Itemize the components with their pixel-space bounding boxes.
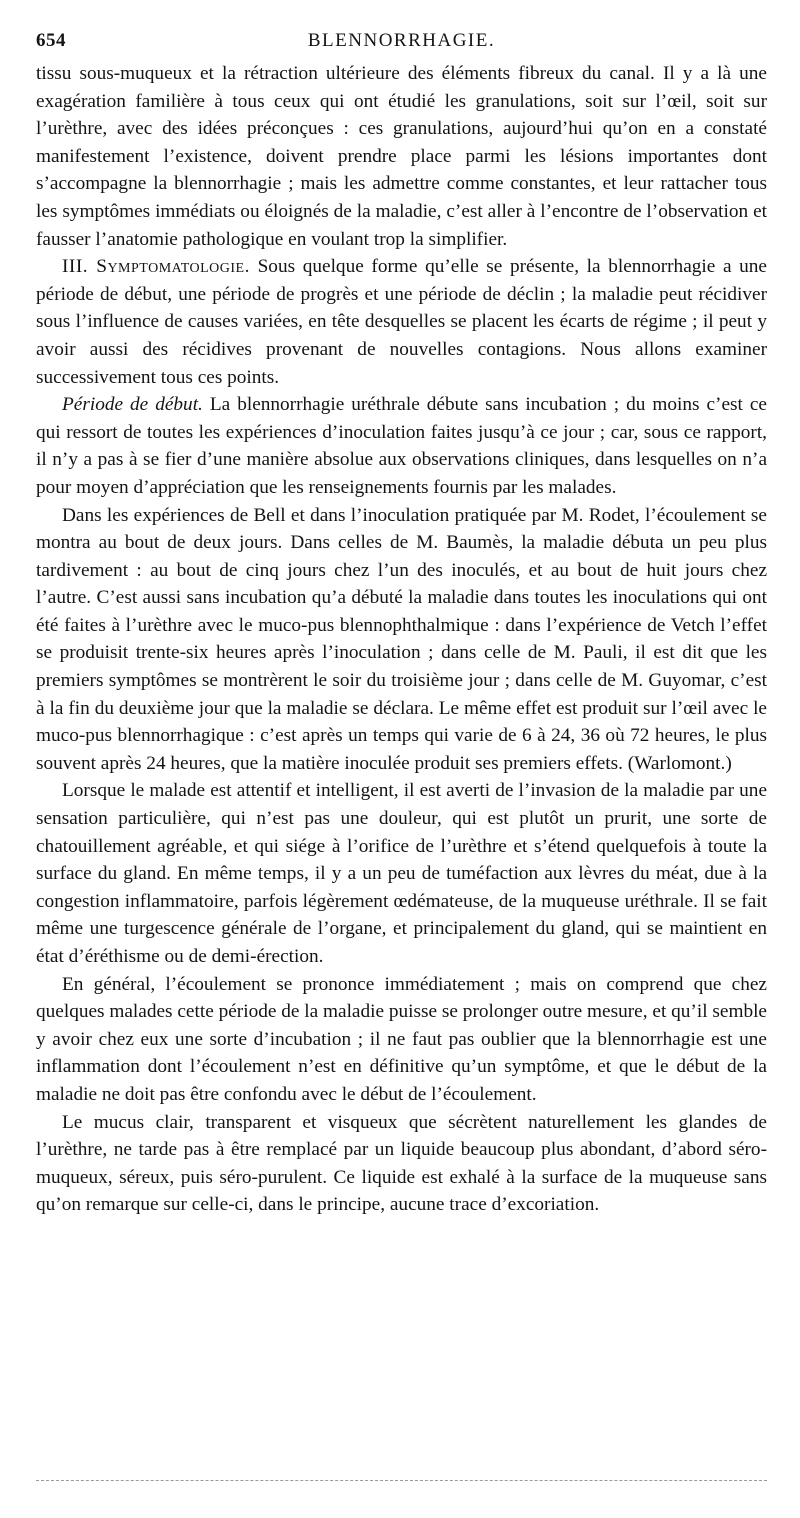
paragraph-text: Sous quelque forme qu’elle se présente, la blennorrhagie a une période de début, une période de progrès et une période de déclin ; la maladie peut récidiver sous l’influence de causes variées, en tête desquelles se placent les écarts de régime ; il peut y avoir aussi des récidives provenant de nouvelles contagions. Nous allons examiner successivement tous ces points. [36, 256, 767, 388]
paragraph-text: La blennorrhagie uréthrale débute sans incubation ; du moins c’est ce qui ressort de toutes les expériences d’inoculation faites jusqu’à ce jour ; car, sous ce rapport, il n’y a pas à se fier d’une manière absolue aux observations cliniques, dans lesquelles on n’a pour moyen d’appréciation que les renseignements fournis par les malades. [36, 394, 767, 498]
paragraph-invasion: Lorsque le malade est attentif et intelligent, il est averti de l’invasion de la maladie par une sensation particulière, qui n’est pas une douleur, qui est plutôt un prurit, une sorte de chatouillement agréable, et qui siége à l’orifice de l’urèthre et s’étend quelquefois à toute la surface du gland. En même temps, il y a un peu de tuméfaction aux lèvres du méat, due à la congestion inflammatoire, parfois légèrement œdémateuse, de la muqueuse uréthrale. Il se fait même une turgescence générale de l’organe, et principalement du gland, qui se maintient en état d’éréthisme ou de demi-érection. [36, 780, 767, 967]
paragraph-symptomatologie [36, 253, 767, 391]
paragraph-continuation: tissu sous-muqueux et la rétraction ultérieure des éléments fibreux du canal. Il y a là une exagération familière à tous ceux qui ont étudié les granulations, soit sur l’œil, soit sur l’urèthre, avec des idées préconçues : ces granulations, aujourd’hui qu’on en a constaté manifestement l’existence, doivent prendre place parmi les lésions importantes dont s’accompagne la blennorrhagie ; mais les admettre comme constantes, et leur rattacher tous les symptômes immédiats ou éloignés de la maladie, c’est aller à l’encontre de l’observation et fausser l’anatomie pathologique en voulant trop la simplifier. [36, 63, 767, 250]
subsection-heading: Période de début. [62, 394, 203, 416]
page-header [36, 30, 767, 60]
running-head: BLENNORRHAGIE. [307, 30, 496, 51]
section-heading: III. Symptomatologie. [62, 256, 250, 278]
footer-rule [36, 1480, 767, 1481]
paragraph-experiences: Dans les expériences de Bell et dans l’inoculation pratiquée par M. Rodet, l’écoulement se montra au bout de deux jours. Dans celles de M. Baumès, la maladie débuta un peu plus tardivement : au bout de cinq jours chez l’un des inoculés, et au bout de huit jours chez l’autre. C’est aussi sans incubation qu’a débuté la maladie dans toutes les inoculations qui ont été faites à l’urèthre avec le muco-pus blennophthalmique : dans l’expérience de Vetch l’effet se produisit trente-six heures après l’inoculation ; dans celle de M. Pauli, il est dit que les premiers symptômes se montrèrent le soir du troisième jour ; dans celle de M. Guyomar, c’est à la fin du deuxième jour que la maladie se déclara. Le même effet est produit sur l’œil avec le muco-pus blennorrhagique : c’est après un temps qui varie de 6 à 24, 36 où 72 heures, le plus souvent après 24 heures, que la matière inoculée produit ses premiers effets. (Warlomont.) [36, 504, 767, 774]
body-text [36, 60, 767, 1219]
paragraph-ecoulement: En général, l’écoulement se prononce immédiatement ; mais on comprend que chez quelques malades cette période de la maladie puisse se prolonger outre mesure, et qu’il semble y avoir chez eux une sorte d’incubation ; il ne faut pas oublier que la blennorrhagie est une inflammation dont l’écoulement n’est en définitive qu’un symptôme, et que le début de la maladie ne doit pas être confondu avec le début de l’écoulement. [36, 973, 767, 1105]
book-page [36, 30, 767, 1219]
paragraph-periode-de-debut [36, 391, 767, 501]
paragraph-mucus: Le mucus clair, transparent et visqueux que sécrètent naturellement les glandes de l’urèthre, ne tarde pas à être remplacé par un liquide beaucoup plus abondant, d’abord séro-muqueux, séreux, puis séro-purulent. Ce liquide est exhalé à la surface de la muqueuse sans qu’on remarque sur celle-ci, dans le principe, aucune trace d’excoriation. [36, 1111, 767, 1216]
page-number: 654 [36, 30, 66, 51]
